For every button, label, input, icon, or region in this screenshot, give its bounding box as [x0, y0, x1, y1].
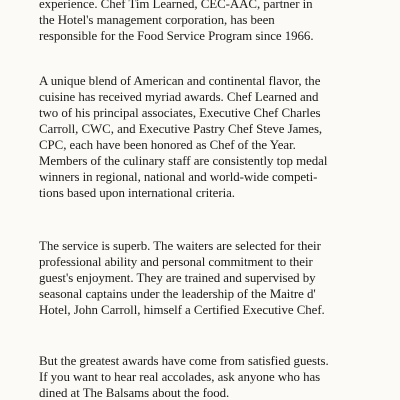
text-line: responsible for the Food Service Program since 1966.	[39, 29, 314, 43]
text-line: Hotel, John Carroll, himself a Certified Executive Chef.	[39, 303, 325, 317]
text-line: tions based upon international criteria.	[39, 186, 235, 200]
text-line: professional ability and personal commitment to their	[39, 255, 313, 269]
text-line: Members of the culinary staff are consistently top medal	[39, 154, 328, 168]
text-line: two of his principal associates, Executive Chef Charles	[39, 106, 321, 120]
text-line: CPC, each have been honored as Chef of the Year.	[39, 138, 296, 152]
text-line: The service is superb. The waiters are selected for their	[39, 239, 321, 253]
text-line: But the greatest awards have come from satisfied guests.	[39, 354, 329, 368]
text-line: experience. Chef Tim Learned, CEC-AAC, partner in	[39, 0, 313, 11]
text-line: Carroll, CWC, and Executive Pastry Chef Steve James,	[39, 122, 323, 136]
text-line: A unique blend of American and continental flavor, the	[39, 74, 321, 88]
text-line: If you want to hear real accolades, ask anyone who has	[39, 370, 321, 384]
text-line: the Hotel's management corporation, has been	[39, 13, 275, 27]
text-line: seasonal captains under the leadership of the Maitre d'	[39, 287, 316, 301]
text-line: cuisine has received myriad awards. Chef Learned and	[39, 90, 319, 104]
text-line: dined at The Balsams about the food.	[39, 386, 230, 400]
text-line: winners in regional, national and world-wide competi-	[39, 170, 318, 184]
text-line: guest's enjoyment. They are trained and supervised by	[39, 271, 316, 285]
